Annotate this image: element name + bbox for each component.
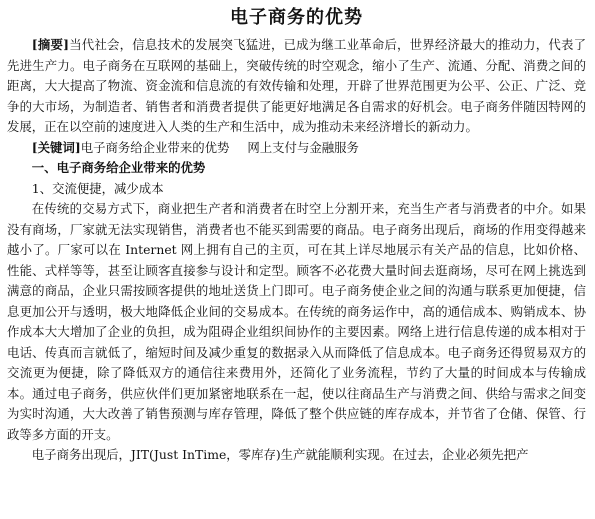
keywords-paragraph bbox=[7, 138, 586, 159]
abstract-text: 当代社会，信息技术的发展突飞猛进，已成为继工业革命后，世界经济最大的推动力，代表了先进生产力。电子商务在互联网的基础上，突破传统的时空观念，缩小了生产、流通、分配、消费之间的距离，大大提高了物流、资金流和信息流的有效传输和处理，开辟了世界范围更为公平、公正、广泛、竞争的大市场，为制造者、销售者和消费者提供了能更好地满足各自需求的好机会。电子商务伴随因特网的发展，正在以空前的速度进入人类的生产和生活中，成为推动未来经济增长的新动力。 bbox=[7, 37, 586, 134]
body-paragraph-2: 电子商务出现后，JIT(Just InTime，零库存)生产就能顺利实现。在过去，企业必须先把产 bbox=[31, 447, 529, 462]
section-1-heading: 一、电子商务给企业带来的优势 bbox=[31, 160, 206, 175]
abstract-paragraph bbox=[7, 35, 586, 138]
keyword-1: 电子商务给企业带来的优势 bbox=[80, 139, 230, 155]
subsection-1-heading: 1、交流便捷，减少成本 bbox=[31, 180, 164, 196]
keywords-label: [关键词] bbox=[31, 139, 81, 155]
abstract-label: [摘要] bbox=[31, 37, 69, 52]
body-paragraph-1: 在传统的交易方式下，商业把生产者和消费者在时空上分割开来，充当生产者与消费者的中介。如果没有商场，厂家就无法实现销售，消费者也不能买到需要的商品。电子商务出现后，商场的作用变得越来越小了。厂家可以在 Internet 网上拥有自己的主页，可在其上详尽地展示有关产品的信息，比如价格、性能、式样等等，甚至让顾客直接参与设计和定型。顾客不必花费大量时间去逛商场，尽可在网上挑选到满意的商品，企业只需按顾客提供的地址送货上门即可。电子商务使企业之间的沟通与联系更加便捷，信息更加公开与透明，极大地降低企业间的交易成本。在传统的商务运作中，高的通信成本、购销成本、协作成本大大增加了企业的负担，成为阻碍企业组织间协作的主要因素。网络上进行信息传递的成本相对于电话、传真而言就低了，缩短时间及减少重复的数据录入从而降低了信息成本。电子商务还得贸易双方的交流更为便捷，除了降低双方的通信往来费用外，还简化了业务流程，节约了大量的时间成本与传输成本。通过电子商务，供应伙伴们更加紧密地联系在一起，使以往商品生产与消费之间、供给与需求之间变为实时沟通，大大改善了销售预测与库存管理，降低了整个供应链的库存成本，并节省了仓储、保管、行政等多方面的开支。 bbox=[7, 201, 586, 442]
keyword-2: 网上支付与金融服务 bbox=[247, 139, 359, 155]
document-title: 电子商务的优势 bbox=[230, 7, 363, 28]
